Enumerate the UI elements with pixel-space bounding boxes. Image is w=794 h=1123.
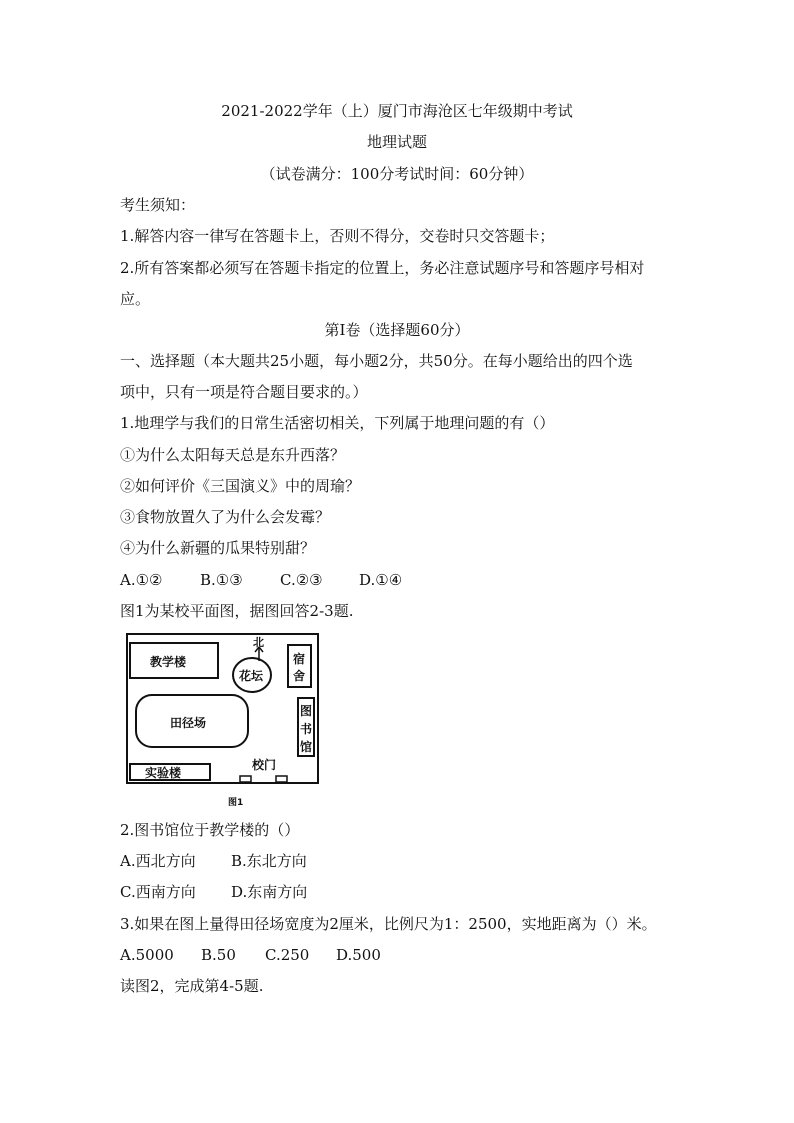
- gate-label: 校门: [252, 758, 277, 772]
- question-3-option-b: B.50: [201, 946, 236, 964]
- question-2-stem: 2.图书馆位于教学楼的（）: [120, 821, 300, 839]
- section-instructions-line-2: 项中，只有一项是符合题目要求的。）: [120, 383, 368, 401]
- question-3-stem: 3.如果在图上量得田径场宽度为2厘米，比例尺为1：2500，实地距离为（）米。: [120, 915, 657, 933]
- page-title: 2021-2022学年（上）厦门市海沧区七年级期中考试: [221, 102, 573, 120]
- question-1-option-c: C.②③: [280, 571, 323, 589]
- notice-heading: 考生须知：: [120, 196, 196, 214]
- question-1-option-d: D.①④: [359, 571, 403, 589]
- question-2-option-c: C.西南方向: [120, 883, 196, 901]
- question-1-option-a: A.①②: [120, 571, 163, 589]
- school-map: [126, 633, 320, 785]
- question-1-statement-4: ④为什么新疆的瓜果特别甜？: [120, 539, 316, 557]
- question-1-statement-2: ②如何评价《三国演义》中的周瑜？: [120, 477, 361, 495]
- dorm-label-1: 宿: [293, 652, 306, 666]
- track-label: 田径场: [170, 716, 207, 730]
- figure-2-intro: 读图2，完成第4-5题.: [120, 977, 264, 995]
- question-1-option-b: B.①③: [200, 571, 243, 589]
- question-3-option-c: C.250: [265, 946, 310, 964]
- question-1-statement-1: ①为什么太阳每天总是东升西落？: [120, 446, 346, 464]
- flowerbed-label: 花坛: [239, 669, 264, 683]
- question-2-option-d: D.东南方向: [231, 883, 308, 901]
- section-instructions-line-1: 一、选择题（本大题共25小题，每小题2分，共50分。在每小题给出的四个选: [120, 352, 633, 370]
- exam-info: （试卷满分：100分考试时间：60分钟）: [260, 165, 534, 183]
- figure-1-caption: 图1: [228, 798, 244, 808]
- question-2-option-a: A.西北方向: [120, 852, 196, 870]
- question-2-option-b: B.东北方向: [231, 852, 307, 870]
- notice-item-2-line-1: 2.所有答案都必须写在答题卡指定的位置上，务必注意试题序号和答题序号相对: [120, 259, 645, 277]
- gate-post-right: [276, 776, 287, 782]
- section-title: 第Ⅰ卷（选择题60分）: [324, 321, 470, 339]
- question-3-option-a: A.5000: [120, 946, 174, 964]
- library-label-1: 图: [300, 704, 313, 718]
- teaching-building-label: 教学楼: [150, 655, 187, 669]
- library-label-2: 书: [300, 722, 313, 736]
- page-subtitle: 地理试题: [366, 133, 427, 151]
- dorm-label-2: 舍: [293, 669, 306, 683]
- library-label-3: 馆: [300, 740, 313, 754]
- question-3-option-d: D.500: [336, 946, 381, 964]
- figure-1-intro: 图1为某校平面图，据图回答2-3题.: [120, 602, 354, 620]
- question-1-statement-3: ③食物放置久了为什么会发霉？: [120, 508, 331, 526]
- gate-post-left: [240, 776, 251, 782]
- notice-item-2-line-2: 应。: [120, 290, 151, 308]
- notice-item-1: 1.解答内容一律写在答题卡上，否则不得分，交卷时只交答题卡；: [120, 227, 555, 245]
- lab-building-label: 实验楼: [145, 766, 182, 780]
- north-label: 北: [253, 636, 264, 649]
- question-1-stem: 1.地理学与我们的日常生活密切相关，下列属于地理问题的有（）: [120, 414, 555, 432]
